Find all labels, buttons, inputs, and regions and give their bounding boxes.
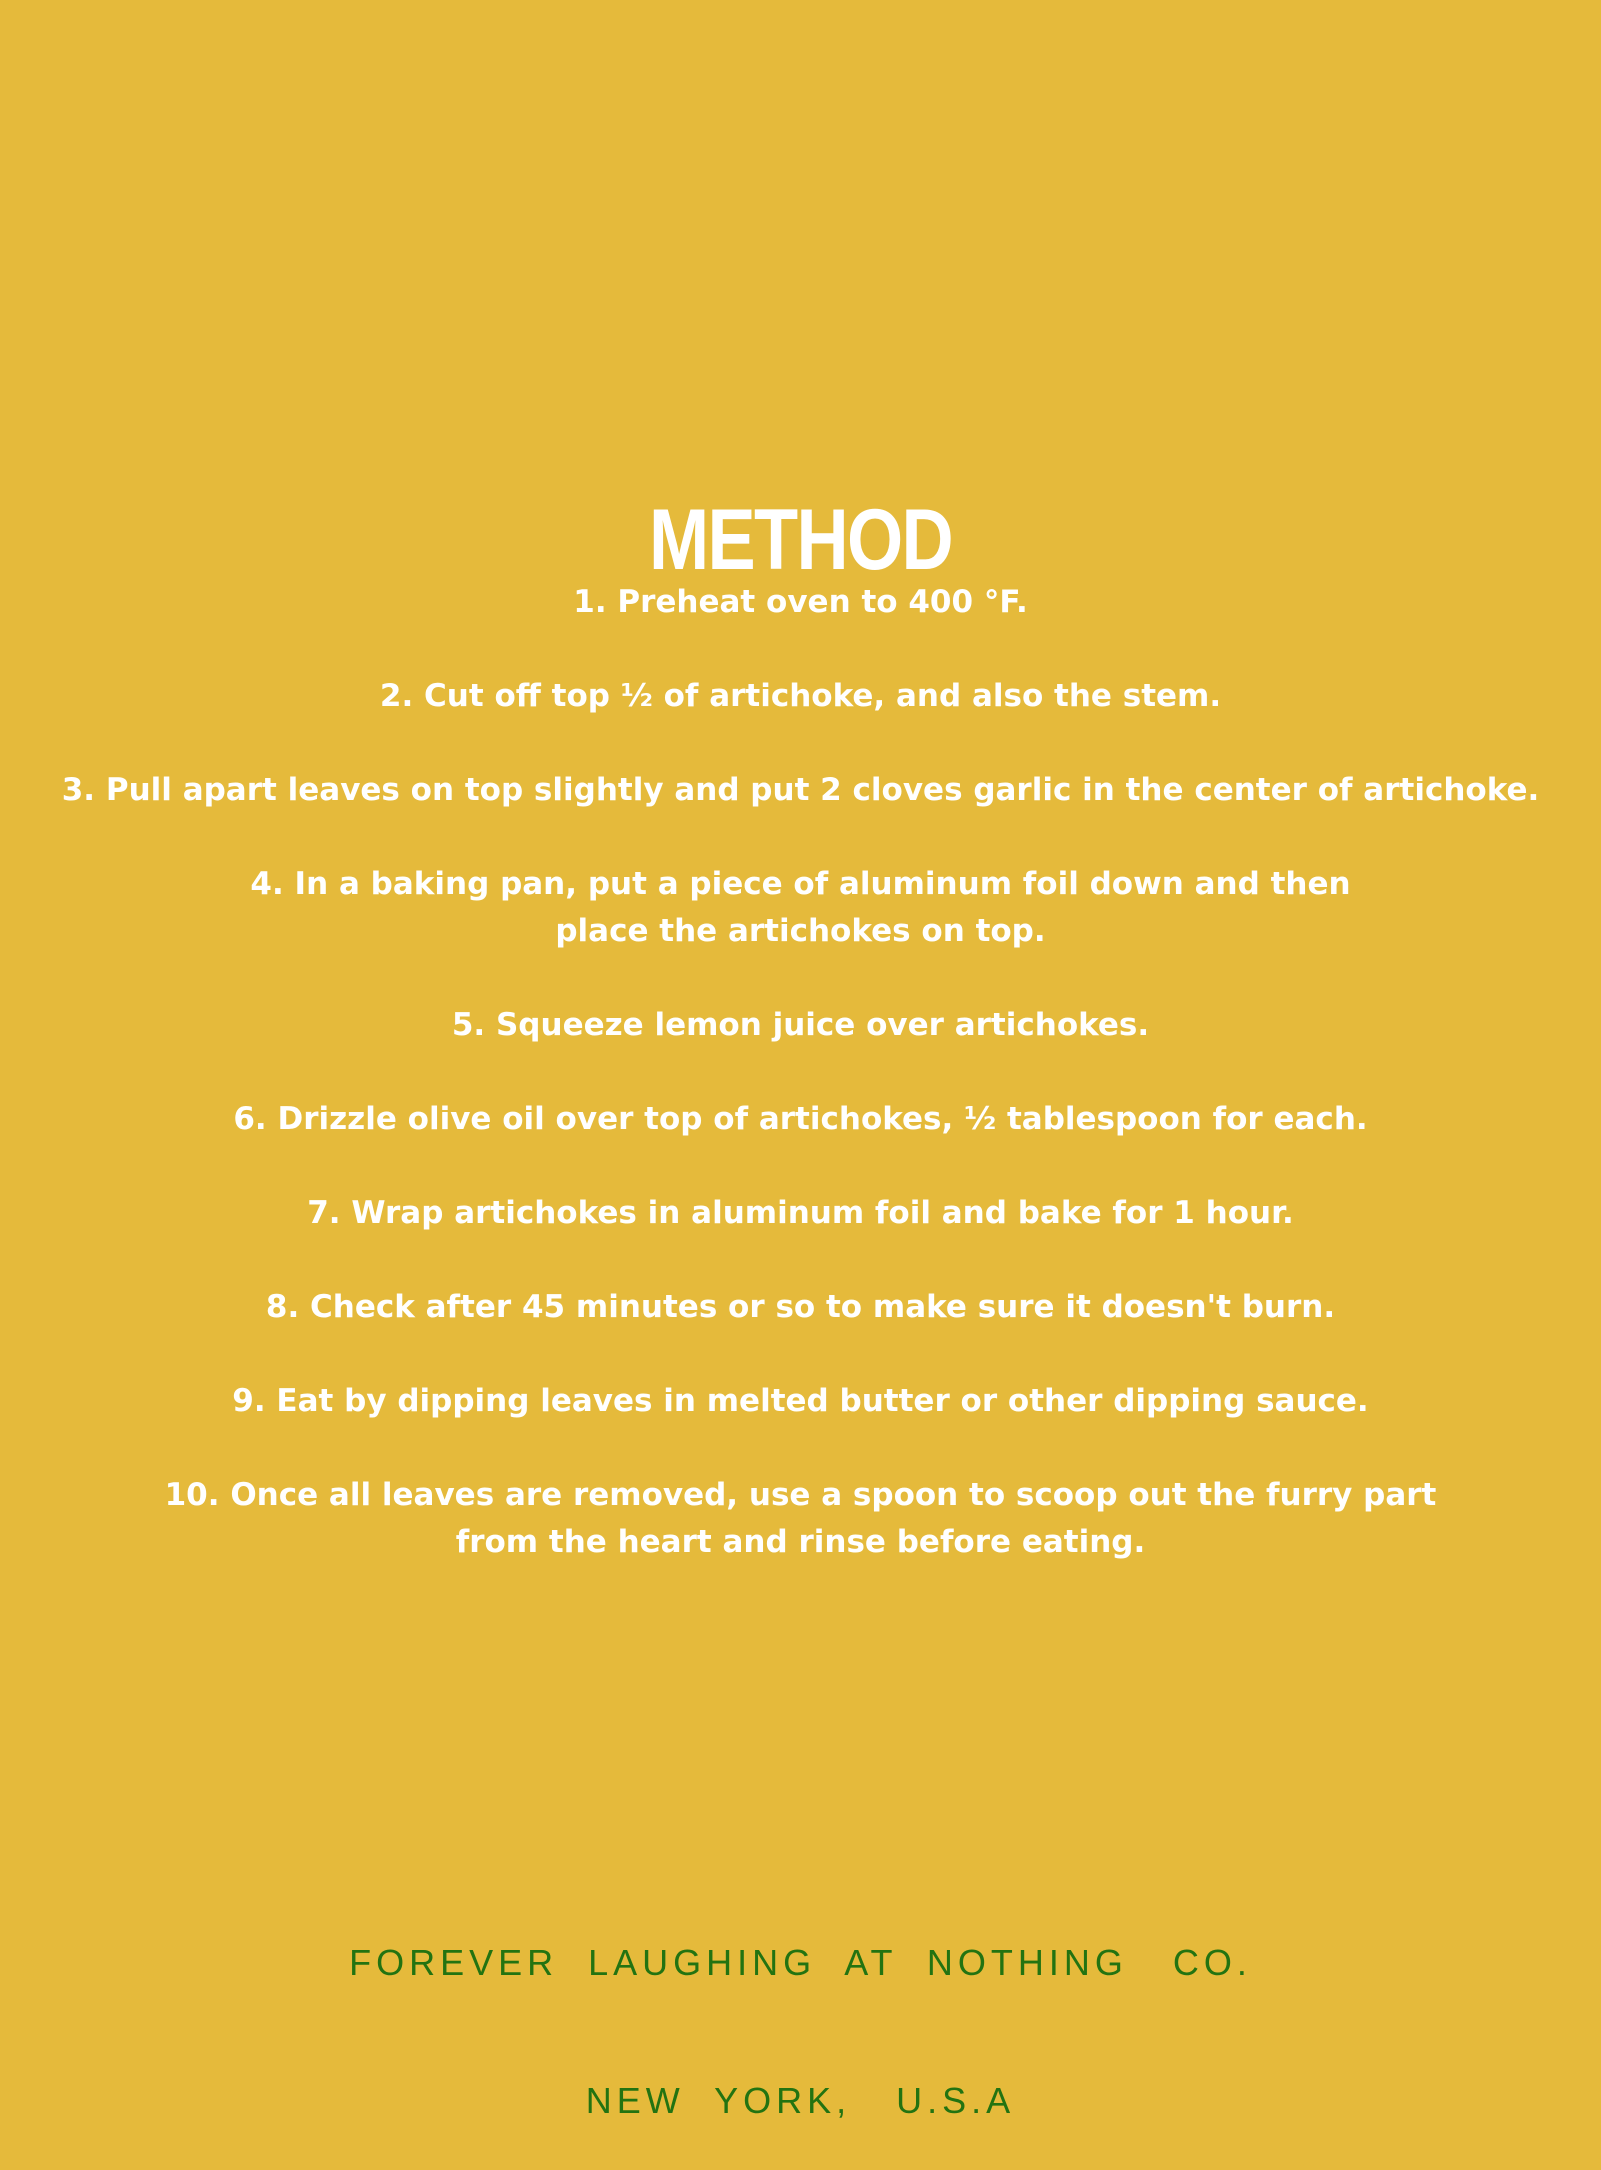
step-5 [0,1002,1601,1049]
step-9 [0,1378,1601,1425]
footer-company-name: FOREVER LAUGHING AT NOTHING CO. [349,1942,1252,1983]
page-title: METHOD [649,491,952,588]
step-10 [0,1472,1601,1566]
step-6 [0,1096,1601,1143]
step-7 [0,1190,1601,1237]
step-8 [0,1284,1601,1331]
step-4-line-2: place the artichokes on top. [555,913,1046,949]
step-10-line-2: from the heart and rinse before eating. [455,1524,1146,1560]
step-7-line-1: 7. Wrap artichokes in aluminum foil and bake for 1 hour. [307,1195,1294,1231]
step-1-line-1: 1. Preheat oven to 400 °F. [573,584,1028,620]
step-10-line-1: 10. Once all leaves are removed, use a spoon to scoop out the furry part [164,1477,1437,1513]
step-4 [0,861,1601,955]
step-4-line-1: 4. In a baking pan, put a piece of aluminum foil down and then [250,866,1351,902]
footer [0,1848,1601,2170]
step-3-line-1: 3. Pull apart leaves on top slightly and put 2 cloves garlic in the center of artichoke. [61,772,1540,808]
step-8-line-1: 8. Check after 45 minutes or so to make sure it doesn't burn. [265,1289,1336,1325]
footer-location: NEW YORK, U.S.A [585,2080,1016,2121]
step-5-line-1: 5. Squeeze lemon juice over artichokes. [451,1007,1150,1043]
step-9-line-1: 9. Eat by dipping leaves in melted butter or other dipping sauce. [232,1383,1369,1419]
step-2 [0,673,1601,720]
step-2-line-1: 2. Cut off top ½ of artichoke, and also the stem. [379,678,1222,714]
method-steps-list [0,579,1601,1613]
step-6-line-1: 6. Drizzle olive oil over top of artichokes, ½ tablespoon for each. [233,1101,1368,1137]
step-1 [0,579,1601,626]
step-3 [0,767,1601,814]
